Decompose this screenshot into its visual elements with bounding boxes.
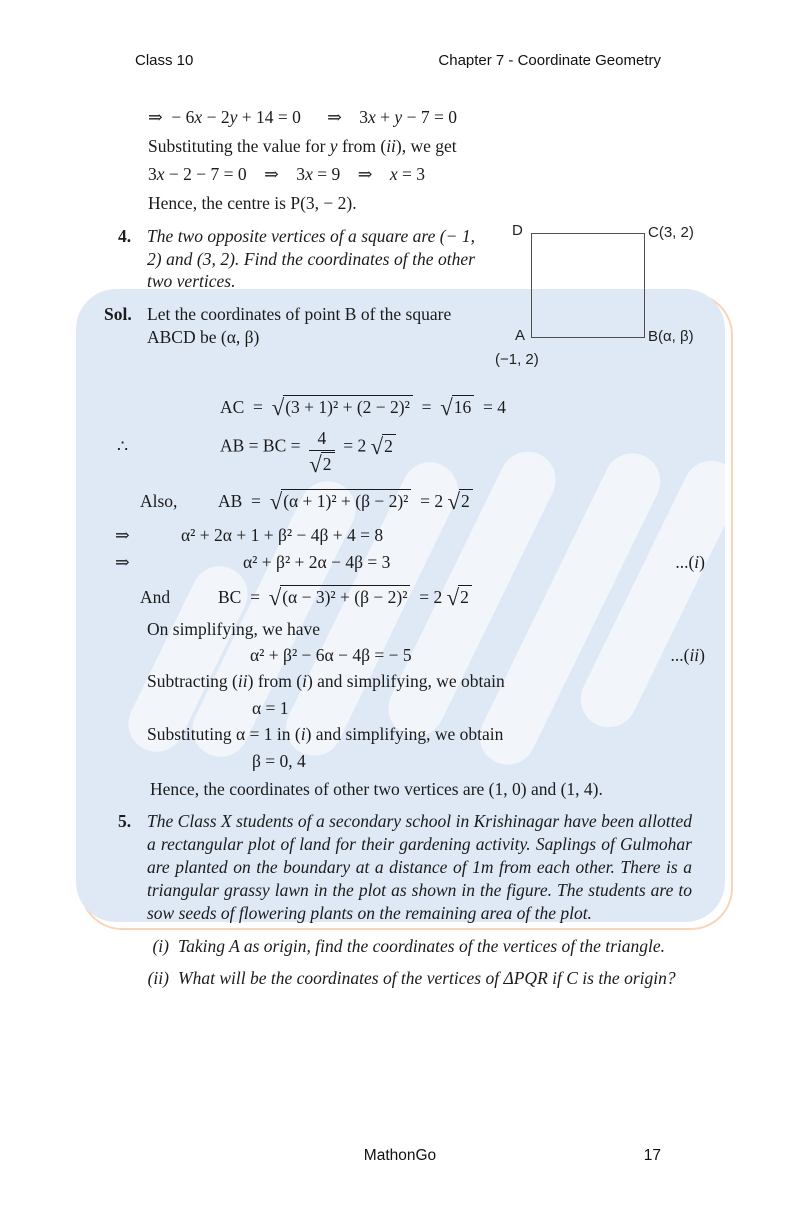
text-run: α² + β² + 2α − 4β = 3	[243, 552, 391, 572]
radical	[309, 452, 334, 477]
radical-sign: √	[268, 585, 281, 610]
radical-sign: √	[271, 395, 284, 420]
page-number: 17	[643, 1147, 661, 1164]
solution-4-intro-text: Let the coordinates of point B of the square ABCD be (α, β)	[147, 303, 452, 347]
text-run: ii	[689, 645, 700, 665]
text-run: =	[412, 397, 441, 417]
radicand: 2	[321, 452, 335, 475]
text-run: ii	[386, 135, 396, 156]
text-run: x	[389, 164, 398, 184]
vertex-label-d: D	[512, 222, 523, 239]
radical	[269, 489, 412, 514]
header-class-label: Class 10	[135, 52, 194, 69]
text-run: AB =	[218, 491, 270, 511]
text-run: ⇒ − 6	[148, 107, 195, 127]
fraction	[309, 428, 334, 475]
equation-also-ab	[115, 489, 800, 512]
centre-conclusion: Hence, the centre is P(3, − 2).	[148, 192, 357, 213]
radical	[268, 585, 411, 610]
vertex-a-coordinates: (−1, 2)	[495, 351, 539, 368]
question-4-column	[104, 225, 475, 377]
radicand: 2	[382, 434, 396, 457]
header-chapter-title: Chapter 7 - Coordinate Geometry	[438, 52, 661, 69]
text-run: Substituting α = 1 in (	[147, 724, 301, 744]
radical-sign: √	[269, 489, 282, 514]
part-label: (ii)	[147, 967, 169, 988]
text-run: AB = BC =	[220, 435, 310, 456]
equation-label: Also,	[140, 491, 178, 511]
substitution-sentence	[148, 132, 696, 161]
radicand: (3 + 1)² + (2 − 2)²	[283, 395, 413, 418]
implies-symbol: ⇒	[115, 525, 130, 545]
text-run: − 2	[202, 107, 230, 127]
text-run: x	[305, 164, 313, 184]
radicand: (α + 1)² + (β − 2)²	[281, 489, 411, 512]
text-run: = 4	[474, 397, 506, 417]
question-4-text: The two opposite vertices of a square are (− 1, 2) and (3, 2). Find the coordinates of the other two vertices.	[147, 226, 475, 292]
text-run: ) from (	[247, 671, 303, 691]
text-run: x	[156, 164, 165, 184]
radicand: (α − 3)² + (β − 2)²	[280, 585, 410, 608]
text-run: from (	[337, 135, 387, 156]
implies-symbol: ⇒	[115, 552, 130, 572]
equation-line-1	[148, 103, 696, 132]
text-run: i	[302, 671, 307, 691]
text-run: = 2	[410, 587, 447, 607]
text-run: α² + β² − 6α − 4β = − 5	[250, 645, 412, 665]
radicand: 2	[459, 489, 473, 512]
text-run: y	[394, 107, 403, 127]
radical-sign: √	[446, 585, 459, 610]
radical-sign: √	[370, 433, 383, 459]
radical	[446, 585, 472, 610]
text-run: − 2 − 7 = 0 ⇒ 3	[164, 164, 306, 184]
question-5-part-i	[137, 935, 697, 958]
text-run: AC =	[220, 397, 272, 417]
radical	[370, 433, 396, 459]
text-run: Substituting the value for	[148, 135, 330, 156]
brand-name: MathonGo	[363, 1147, 437, 1164]
fraction-denominator	[309, 451, 334, 475]
text-run: i	[694, 552, 700, 572]
fraction-numerator: 4	[309, 428, 334, 451]
equation-ref-i	[675, 549, 705, 575]
text-run: ) and simplifying, we obtain	[305, 724, 504, 744]
text-run: +	[375, 107, 395, 127]
page-footer	[0, 1147, 800, 1165]
question-4-row	[104, 222, 700, 377]
text-run: y	[229, 107, 238, 127]
equation-and-bc	[115, 585, 800, 608]
text-run: = 9 ⇒	[312, 164, 390, 184]
equation-ref-ii	[670, 642, 705, 668]
text-run: = 3	[397, 164, 426, 184]
question-number: 5.	[118, 810, 132, 831]
vertex-label-a: A	[515, 327, 526, 344]
beta-values: β = 0, 4	[252, 750, 306, 771]
equation-i	[115, 549, 705, 575]
radicand: 16	[452, 395, 475, 418]
radical-sign: √	[309, 452, 321, 477]
text-run: = 2	[411, 491, 448, 511]
text-run: ii	[237, 671, 248, 691]
question-number: 4.	[118, 226, 132, 246]
radical	[271, 395, 413, 420]
solution-3-block	[148, 103, 696, 217]
question-5-text: The Class X students of a secondary school in Krishinagar have been allotted a rectangular plot of land for their gardening activity. Saplings of Gulmohar are planted on the boundary at a distance of 1m from each other. There is a triangular grassy lawn in the plot as shown in the figure. The students are to sow seeds of flowering plants on the remaining area of the plot.	[147, 810, 692, 924]
square-figure	[485, 222, 700, 377]
equation-label: And	[140, 587, 171, 607]
vertex-label-b: B(α, β)	[648, 328, 694, 345]
vertex-label-c: C(3, 2)	[648, 224, 694, 241]
equation-ab-bc	[117, 428, 800, 475]
equation-ii	[115, 642, 705, 668]
radical-sign: √	[440, 395, 452, 420]
substituting-sentence	[147, 721, 800, 748]
page-header	[0, 0, 800, 69]
part-text: Taking A as origin, find the coordinates of the vertices of the triangle.	[178, 935, 666, 956]
text-run: )	[699, 552, 705, 572]
text-run: α² + 2α + 1 + β² − 4β + 4 = 8	[181, 525, 384, 545]
text-run: y	[329, 135, 338, 156]
question-5-part-ii	[137, 967, 697, 990]
text-run: = 2	[334, 435, 371, 456]
radical-sign: √	[447, 489, 460, 514]
text-run: i	[300, 724, 306, 744]
question-5	[104, 810, 692, 926]
text-run: x	[194, 107, 203, 127]
text-run: ) and simplifying, we obtain	[306, 671, 505, 691]
text-run: ...(	[670, 645, 690, 665]
radical	[440, 395, 474, 420]
text-run: Subtracting (	[147, 671, 238, 691]
text-run: − 7 = 0	[402, 107, 457, 127]
equation-ac	[220, 395, 800, 418]
part-label: (i)	[152, 935, 169, 956]
text-run: )	[699, 645, 705, 665]
solution-label: Sol.	[104, 303, 132, 324]
page-content	[0, 103, 800, 990]
alpha-value: α = 1	[252, 697, 289, 718]
radicand: 2	[458, 585, 472, 608]
part-text: What will be the coordinates of the vertices of ΔPQR if C is the origin?	[178, 967, 676, 988]
text-run: + 14 = 0 ⇒ 3	[237, 107, 369, 127]
vertices-conclusion: Hence, the coordinates of other two vertices are (1, 0) and (1, 4).	[150, 779, 603, 799]
text-run: x	[368, 107, 376, 127]
simplify-sentence: On simplifying, we have	[147, 619, 321, 639]
solution-4-intro	[104, 303, 475, 349]
equation-expanded	[115, 522, 800, 548]
text-run: ...(	[675, 552, 695, 572]
subtracting-sentence	[147, 668, 800, 695]
radical	[447, 489, 473, 514]
text-run: ), we get	[395, 135, 457, 156]
text-run: 3	[148, 164, 157, 184]
square-shape	[531, 233, 645, 338]
question-4	[104, 225, 475, 293]
equation-line-2	[148, 160, 696, 189]
therefore-symbol: ∴	[117, 435, 129, 456]
text-run: BC =	[218, 587, 269, 607]
